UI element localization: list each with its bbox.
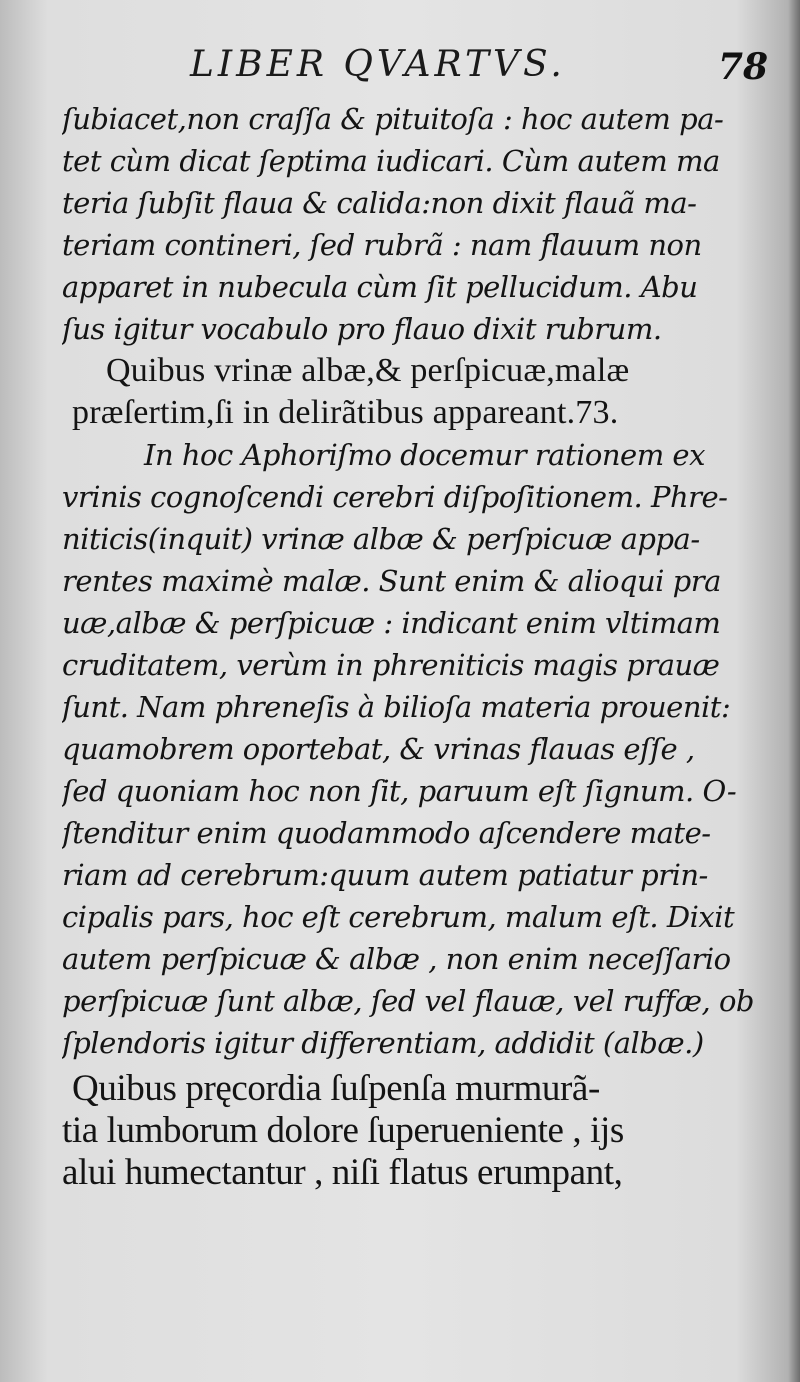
text-line: autem perſpicuæ & albæ , non enim neceſſario: [62, 942, 731, 976]
text-line: rentes maximè malæ. Sunt enim & alioqui pra: [62, 564, 721, 598]
text-line: ſunt. Nam phreneſis à bilioſa materia prouenit:: [62, 690, 731, 724]
text-line: uæ,albæ & perſpicuæ : indicant enim vltimam: [62, 606, 721, 640]
text-line: ſus igitur vocabulo pro flauo dixit rubrum.: [62, 312, 662, 346]
aphorism-line: alui humectantur , niſi flatus erumpant,: [62, 1152, 623, 1193]
text-line: teriam contineri, ſed rubrã : nam flauum non: [62, 228, 702, 262]
text-line: apparet in nubecula cùm ſit pellucidum. Abu: [62, 270, 698, 304]
text-line: vrinis cognoſcendi cerebri diſpoſitionem. Phre-: [62, 480, 728, 514]
aphorism-line: Quibus vrinæ albæ,& perſpicuæ,malæ: [106, 352, 630, 389]
text-line: cipalis pars, hoc eſt cerebrum, malum eſt. Dixit: [62, 900, 735, 934]
text-line: niticis(inquit) vrinæ albæ & perſpicuæ appa-: [62, 522, 700, 556]
page-gutter-shadow: [788, 0, 800, 1382]
text-line: In hoc Aphoriſmo docemur rationem ex: [144, 438, 705, 472]
running-title: LIBER QVARTVS.: [190, 44, 566, 85]
text-line: ſplendoris igitur differentiam, addidit (albæ.): [62, 1026, 704, 1060]
text-line: quamobrem oportebat, & vrinas flauas eſſe ,: [62, 732, 695, 766]
page-text: [62, 98, 770, 1194]
text-line: ſed quoniam hoc non ſit, paruum eſt ſignum. O-: [62, 774, 737, 808]
aphorism-line: Quibus pręcordia ſuſpenſa murmurã-: [72, 1068, 600, 1109]
text-line: perſpicuæ ſunt albæ, ſed vel flauæ, vel ruffæ, ob: [62, 984, 754, 1018]
aphorism-line: præſertim,ſi in delirãtibus appareant.73.: [72, 394, 619, 431]
text-line: cruditatem, verùm in phreniticis magis prauæ: [62, 648, 720, 682]
text-line: ſubiacet,non craſſa & pituitoſa : hoc autem pa-: [62, 102, 724, 136]
text-line: teria ſubſit flaua & calida:non dixit flauã ma-: [62, 186, 697, 220]
text-line: riam ad cerebrum:quum autem patiatur prin-: [62, 858, 708, 892]
text-line: ſtenditur enim quodammodo aſcendere mate-: [62, 816, 711, 850]
page-number: 78: [718, 46, 769, 88]
aphorism-line: tia lumborum dolore ſuperueniente , ijs: [62, 1110, 624, 1151]
text-line: tet cùm dicat ſeptima iudicari. Cùm autem ma: [62, 144, 720, 178]
